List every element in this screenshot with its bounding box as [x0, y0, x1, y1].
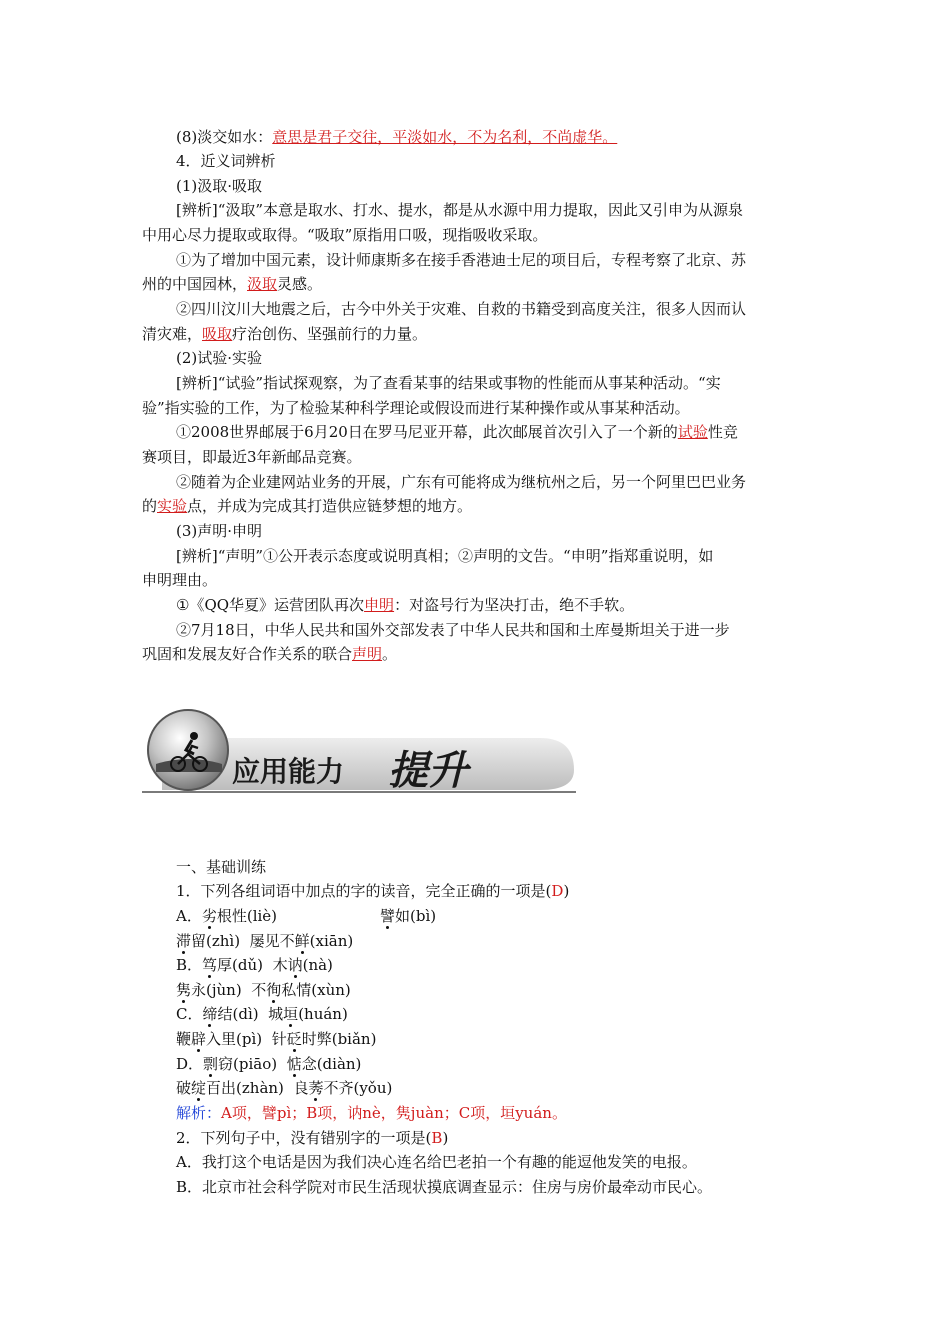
banner-text-bold: 提升 [388, 748, 468, 794]
option-a-word-2: 譬如(bì) [380, 907, 437, 925]
pair-2-example-2-cont: 的实验点，并成为完成其打造供应链梦想的地方。 [142, 497, 473, 515]
pair-3-analysis: [辨析]“声明”①公开表示态度或说明真相；②声明的文告。“申明”指郑重说明，如 [176, 547, 714, 565]
option-d-line-2: 破绽百出(zhàn) 良莠不齐(yǒu) [176, 1079, 393, 1097]
question-2-answer: B [431, 1129, 443, 1147]
option-c-line-1: C．缔结(dì) 城垣(huán) [176, 1005, 348, 1023]
pair-1-analysis: [辨析]“汲取”本意是取水、打水、提水，都是从水源中用力提取，因此又引申为从源泉 [176, 201, 744, 219]
item-8: (8)淡交如水：意思是君子交往，平淡如水，不为名利，不尚虚华。 [176, 128, 618, 146]
practice-heading: 一、基础训练 [176, 858, 267, 876]
question-1-explanation: 解析：A项，譬pì；B项，讷nè，隽juàn；C项，垣yuán。 [176, 1104, 567, 1122]
option-b-line-2: 隽永(jùn) 不徇私情(xùn) [176, 981, 351, 999]
option-c-line-2: 鞭辟入里(pì) 针砭时弊(biǎn) [176, 1030, 377, 1048]
answer-blank: 汲取 [247, 275, 278, 293]
answer-blank: 试验 [677, 423, 708, 441]
option-b-line-1: B．笃厚(dǔ) 木讷(nà) [176, 956, 333, 974]
section-heading: 4．近义词辨析 [176, 152, 276, 170]
pair-1-title: (1)汲取·吸取 [176, 177, 263, 195]
pair-2-example-1-cont: 赛项目，即最近3年新邮品竞赛。 [142, 448, 362, 466]
question-2-option-b: B．北京市社会科学院对市民生活现状摸底调查显示：住房与房价最牵动市民心。 [176, 1178, 713, 1196]
question-1-stem: 1．下列各组词语中加点的字的读音，完全正确的一项是(D) [176, 882, 570, 900]
pair-2-example-1: ①2008世界邮展于6月20日在罗马尼亚开幕，此次邮展首次引入了一个新的试验性竞 [176, 423, 738, 441]
pair-1-example-2-cont: 清灾难，吸取疗治创伤、坚强前行的力量。 [142, 325, 428, 343]
question-1-answer: D [551, 882, 564, 900]
question-2-option-a: A．我打这个电话是因为我们决心连名给巴老拍一个有趣的能逗他发笑的电报。 [176, 1153, 697, 1171]
pair-1-example-1-cont: 州的中国园林，汲取灵感。 [142, 275, 323, 293]
answer-blank: 申明 [364, 596, 395, 614]
item-8-answer: 意思是君子交往，平淡如水，不为名利，不尚虚华。 [272, 128, 618, 146]
pair-1-analysis-cont: 中用心尽力提取或取得。“吸取”原指用口吸，现指吸收采取。 [142, 226, 548, 244]
pair-3-analysis-cont: 申明理由。 [142, 571, 218, 589]
answer-blank: 声明 [352, 645, 383, 663]
pair-1-example-2: ②四川汶川大地震之后，古今中外关于灾难、自救的书籍受到高度关注，很多人因而认 [176, 300, 747, 318]
option-a-line-2: 滞留(zhì) 屡见不鲜(xiān) [176, 932, 354, 950]
pair-3-example-2: ②7月18日，中华人民共和国外交部发表了中华人民共和国和土库曼斯坦关于进一步 [176, 621, 730, 639]
pair-3-title: (3)声明·申明 [176, 522, 263, 540]
pair-2-title: (2)试验·实验 [176, 349, 263, 367]
section-banner [142, 708, 576, 796]
pair-3-example-1: ①《QQ华夏》运营团队再次申明：对盗号行为坚决打击，绝不手软。 [176, 596, 635, 614]
pair-1-example-1: ①为了增加中国元素，设计师康斯多在接手香港迪士尼的项目后，专程考察了北京、苏 [176, 251, 747, 269]
answer-blank: 实验 [157, 497, 188, 515]
pair-2-example-2: ②随着为企业建网站业务的开展，广东有可能将成为继杭州之后，另一个阿里巴巴业务 [176, 473, 747, 491]
answer-blank: 吸取 [202, 325, 233, 343]
pair-2-analysis: [辨析]“试验”指试探观察，为了查看某事的结果或事物的性能而从事某种活动。“实 [176, 374, 721, 392]
pair-2-analysis-cont: 验”指实验的工作，为了检验某种科学理论或假设而进行某种操作或从事某种活动。 [142, 399, 690, 417]
question-2-stem: 2．下列句子中，没有错别字的一项是(B) [176, 1129, 449, 1147]
option-a-line-1: A．劣根性(liè) [176, 907, 278, 925]
option-d-line-1: D．剽窃(piāo) 惦念(diàn) [176, 1055, 362, 1073]
banner-text-plain: 应用能力 [232, 755, 345, 788]
pair-3-example-2-cont: 巩固和发展友好合作关系的联合声明。 [142, 645, 398, 663]
